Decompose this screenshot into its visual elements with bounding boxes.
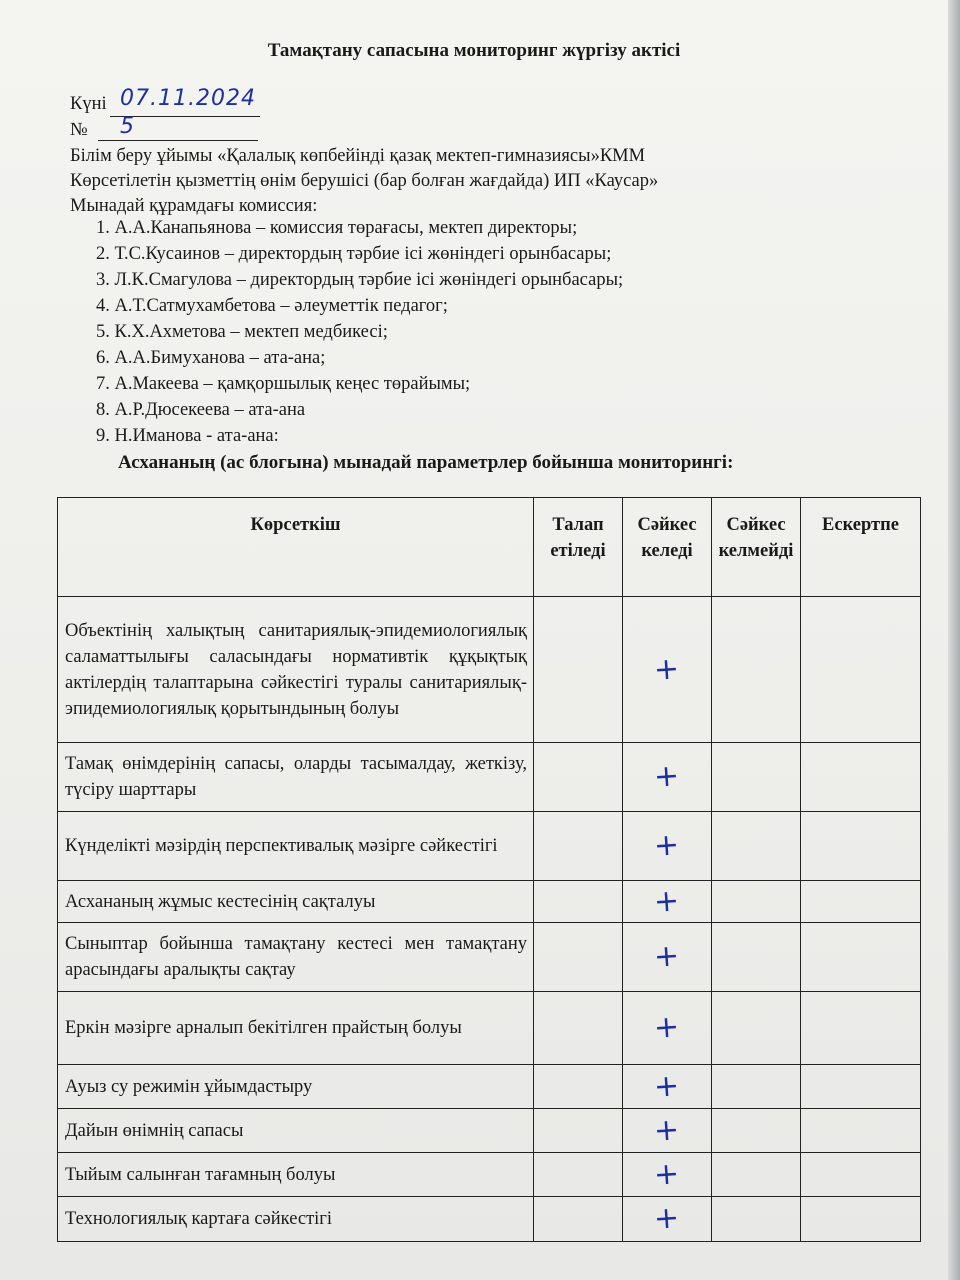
header-required: Талап етіледі (534, 498, 623, 597)
indicator-cell: Асхананың жұмыс кестесінің сақталуы (58, 881, 534, 923)
monitoring-table (57, 497, 921, 1242)
number-underline (98, 140, 258, 141)
compliant-cell (623, 597, 712, 743)
commission-line: Мынадай құрамдағы комиссия: (70, 196, 318, 216)
noncompliant-cell (712, 1153, 801, 1197)
compliant-cell (623, 1153, 712, 1197)
note-cell (801, 1109, 921, 1153)
compliant-cell (623, 1109, 712, 1153)
table-row (58, 812, 921, 881)
indicator-cell: Сыныптар бойынша тамақтану кестесі мен тамақтану арасындағы аралықты сақтау (58, 923, 534, 992)
compliant-cell (623, 743, 712, 812)
required-cell (534, 992, 623, 1065)
member-item: 3. Л.К.Смагулова – директордың тәрбие ісі жөніндегі орынбасары; (96, 270, 624, 290)
member-item: 7. А.Макеева – қамқоршылық кеңес төрайымы; (96, 374, 471, 394)
header-indicator: Көрсеткіш (58, 498, 534, 597)
compliant-mark: + (653, 1200, 681, 1237)
noncompliant-cell (712, 923, 801, 992)
table-header-row (58, 498, 921, 597)
table-row (58, 597, 921, 743)
required-cell (534, 1197, 623, 1242)
required-cell (534, 1065, 623, 1109)
noncompliant-cell (712, 743, 801, 812)
member-item: 8. А.Р.Дюсекеева – ата-ана (96, 400, 306, 420)
table-row (58, 1153, 921, 1197)
required-cell (534, 1109, 623, 1153)
compliant-mark: + (653, 1067, 681, 1105)
compliant-mark: + (653, 650, 681, 688)
required-cell (534, 923, 623, 992)
header-noncompliant: Сәйкес келмейді (712, 498, 801, 597)
table-row (58, 992, 921, 1065)
table-row (58, 881, 921, 923)
noncompliant-cell (712, 597, 801, 743)
compliant-mark: + (653, 938, 681, 975)
member-item: 2. Т.С.Кусаинов – директордың тәрбие ісі жөніндегі орынбасары; (96, 244, 612, 264)
required-cell (534, 1153, 623, 1197)
compliant-cell (623, 1197, 712, 1242)
note-cell (801, 1153, 921, 1197)
compliant-cell (623, 1065, 712, 1109)
organization-line: Білім беру ұйымы «Қалалық көпбейінді қазақ мектеп-гимназиясы»КММ (70, 146, 646, 166)
compliant-mark: + (653, 827, 681, 864)
indicator-cell: Дайын өнімнің сапасы (58, 1109, 534, 1153)
compliant-cell (623, 923, 712, 992)
page-edge-shadow (948, 0, 960, 1280)
date-label: Күні (70, 94, 107, 114)
number-label: № (70, 120, 88, 140)
indicator-cell: Ауыз су режимін ұйымдастыру (58, 1065, 534, 1109)
noncompliant-cell (712, 992, 801, 1065)
compliant-cell (623, 812, 712, 881)
table-row (58, 1197, 921, 1242)
noncompliant-cell (712, 1197, 801, 1242)
member-item: 6. А.А.Бимуханова – ата-ана; (96, 348, 326, 368)
noncompliant-cell (712, 812, 801, 881)
note-cell (801, 992, 921, 1065)
indicator-cell: Тамақ өнімдерінің сапасы, оларды тасымалдау, жеткізу, түсіру шарттары (58, 743, 534, 812)
required-cell (534, 597, 623, 743)
member-item: 9. Н.Иманова - ата-ана: (96, 426, 279, 446)
member-item: 5. К.Х.Ахметова – мектеп медбикесі; (96, 322, 388, 342)
required-cell (534, 881, 623, 923)
indicator-cell: Еркін мәзірге арналып бекітілген прайстың болуы (58, 992, 534, 1065)
indicator-cell: Күнделікті мәзірдің перспективалық мәзірге сәйкестігі (58, 812, 534, 881)
required-cell (534, 743, 623, 812)
header-note: Ескертпе (801, 498, 921, 597)
noncompliant-cell (712, 1109, 801, 1153)
number-value: 5 (120, 114, 134, 139)
header-compliant: Сәйкес келеді (623, 498, 712, 597)
note-cell (801, 1197, 921, 1242)
note-cell (801, 812, 921, 881)
monitoring-heading: Асхананың (ас блогына) мынадай параметрлер бойынша мониторингі: (118, 452, 734, 473)
table-row (58, 923, 921, 992)
compliant-cell (623, 881, 712, 923)
table-row (58, 1065, 921, 1109)
note-cell (801, 923, 921, 992)
indicator-cell: Объектінің халықтың санитариялық-эпидемиологиялық саламаттылығы саласындағы нормативтік құқықтық актілердің талаптарына сәйкестігі туралы санитариялық-эпидемиологиялық қорытындының болуы (58, 597, 534, 743)
member-item: 4. А.Т.Сатмухамбетова – әлеуметтік педагог; (96, 296, 448, 316)
table-row (58, 1109, 921, 1153)
compliant-mark: + (653, 882, 681, 920)
compliant-cell (623, 992, 712, 1065)
document-title: Тамақтану сапасына мониторинг жүргізу актісі (267, 40, 681, 61)
note-cell (801, 1065, 921, 1109)
indicator-cell: Тыйым салынған тағамның болуы (58, 1153, 534, 1197)
indicator-cell: Технологиялық картаға сәйкестігі (58, 1197, 534, 1242)
compliant-mark: + (653, 1009, 681, 1046)
note-cell (801, 743, 921, 812)
commission-members-list (96, 218, 623, 452)
provider-line: Көрсетілетін қызметтің өнім берушісі (бар болған жағдайда) ИП «Каусар» (70, 171, 659, 191)
compliant-mark: + (653, 1155, 681, 1193)
compliant-mark: + (653, 758, 681, 795)
noncompliant-cell (712, 881, 801, 923)
note-cell (801, 597, 921, 743)
table-row (58, 743, 921, 812)
note-cell (801, 881, 921, 923)
noncompliant-cell (712, 1065, 801, 1109)
date-value: 07.11.2024 (120, 86, 256, 111)
required-cell (534, 812, 623, 881)
compliant-mark: + (653, 1111, 681, 1149)
member-item: 1. А.А.Канапьянова – комиссия төрағасы, мектеп директоры; (96, 218, 578, 238)
